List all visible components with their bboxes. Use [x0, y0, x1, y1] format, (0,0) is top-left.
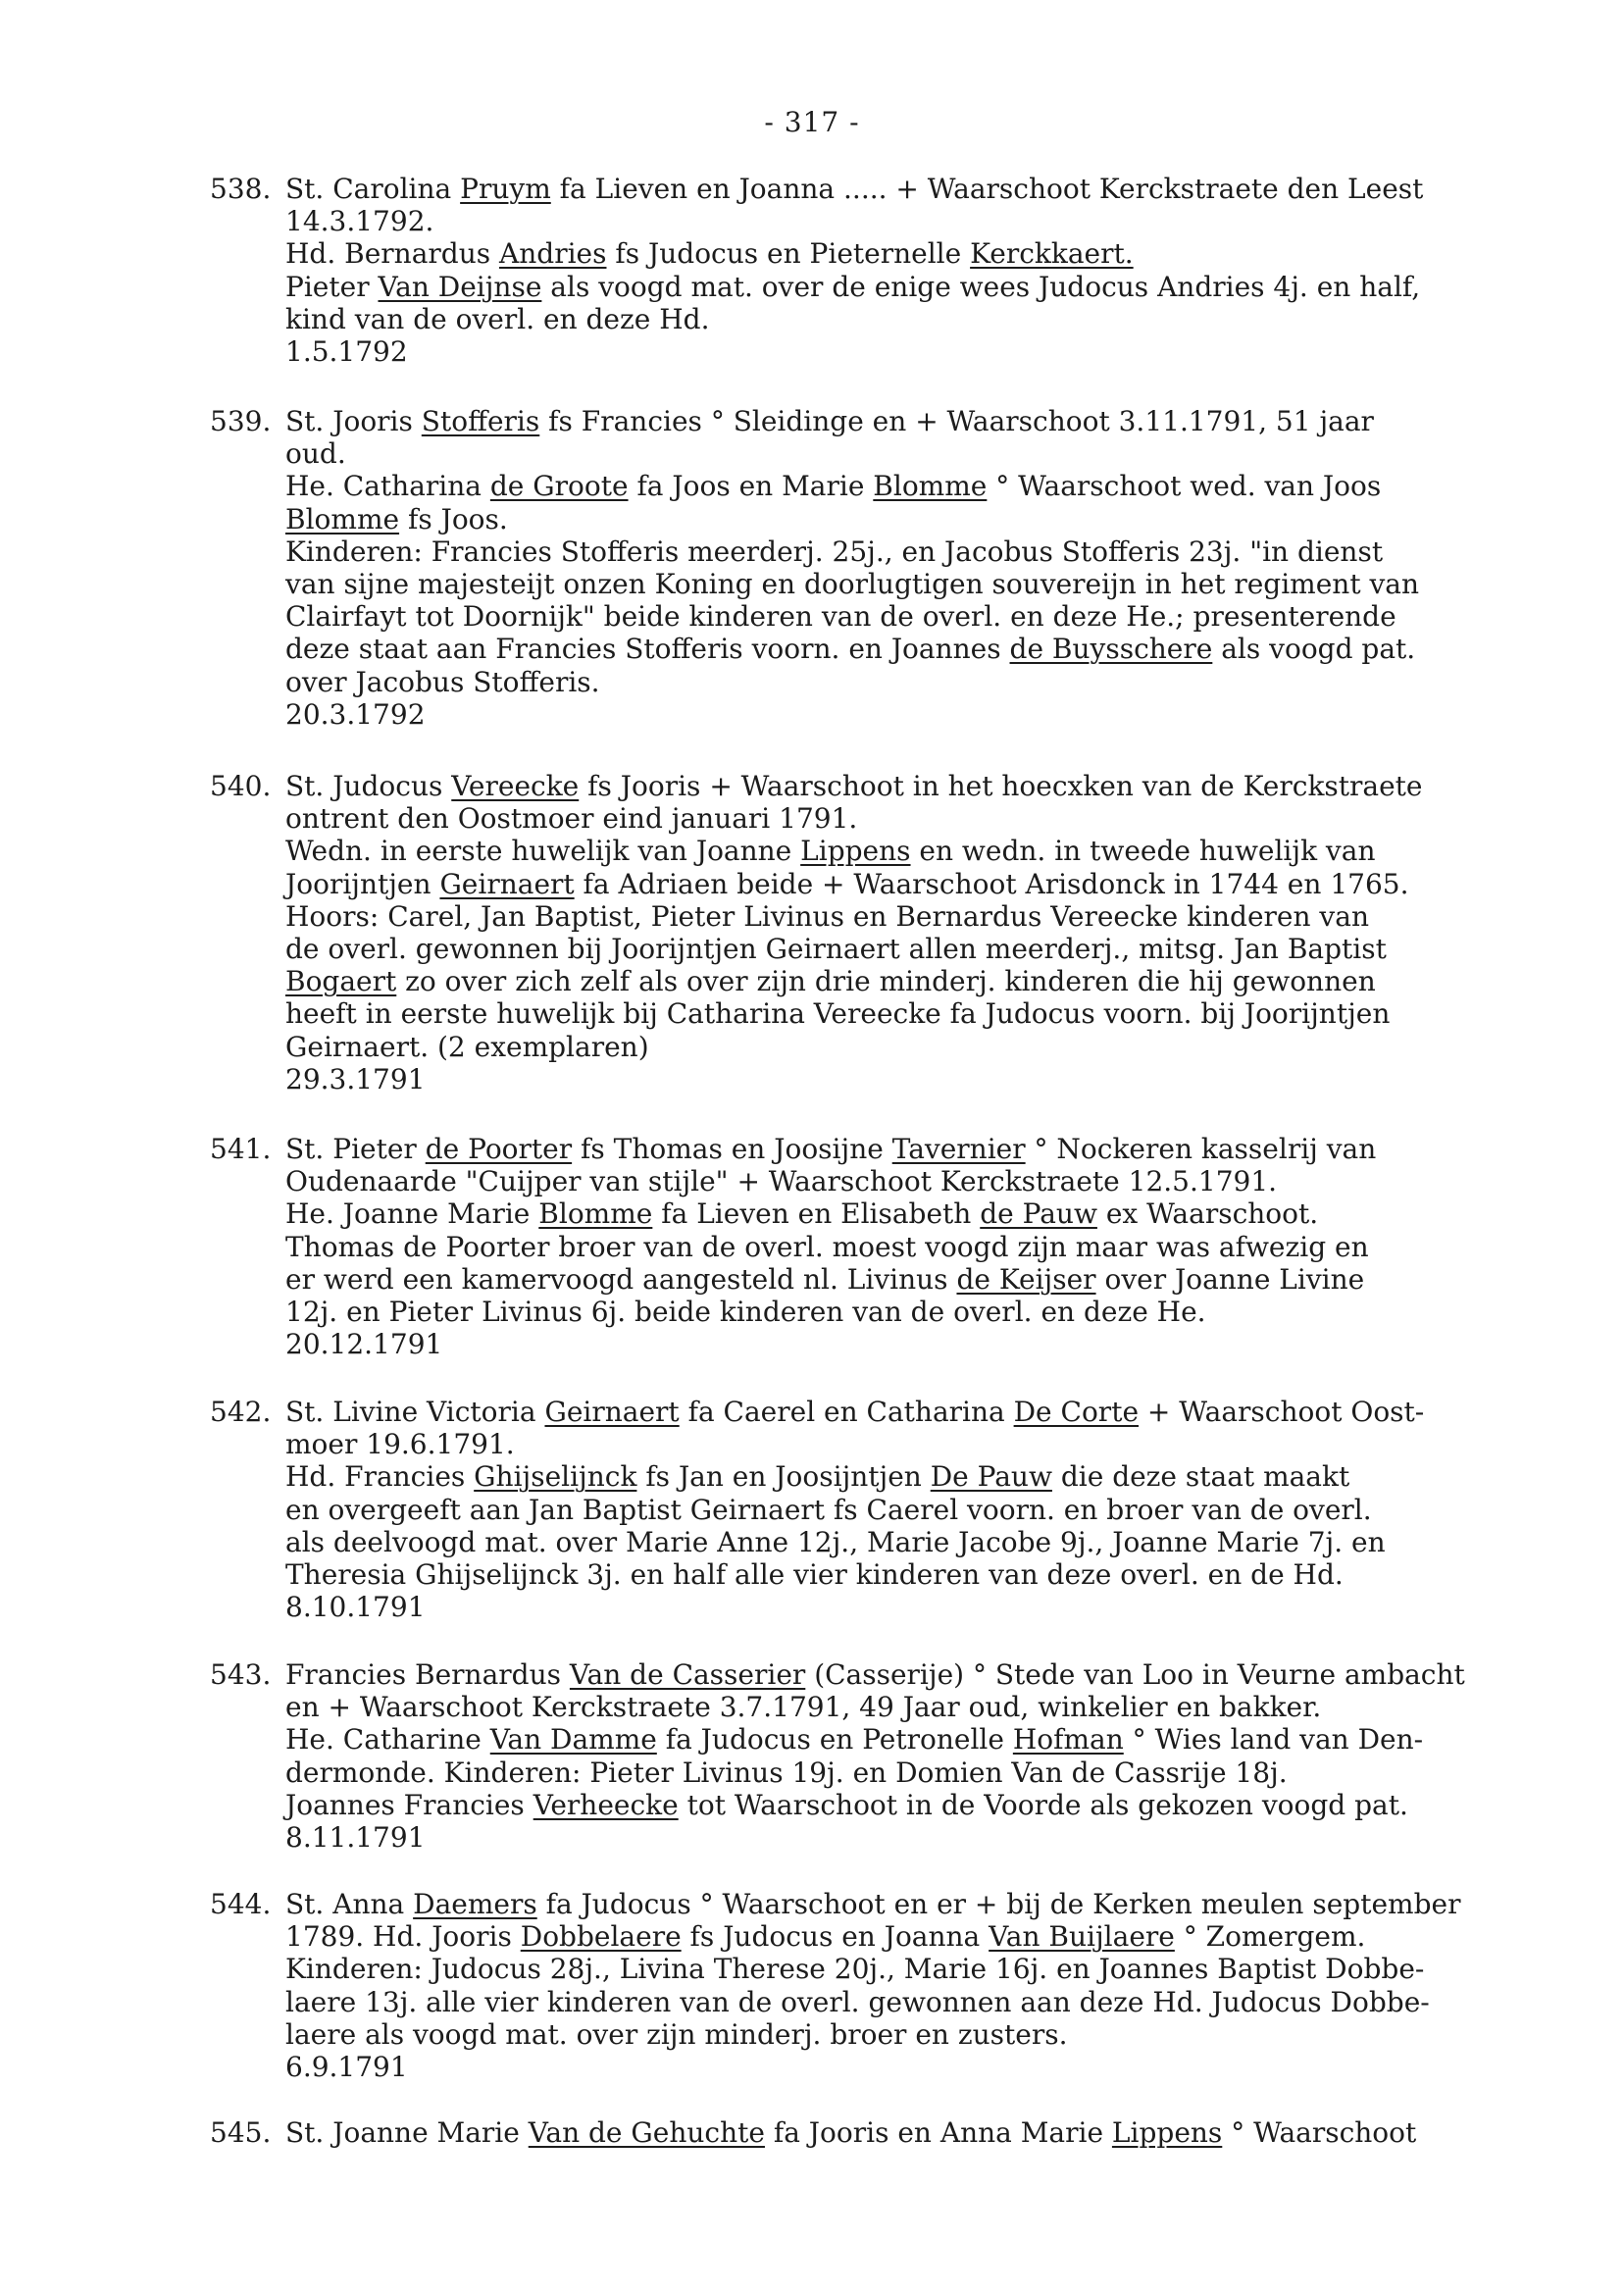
text-segment: ° Wies land van Den- — [1123, 1723, 1424, 1756]
text-segment: 8.10.1791 — [285, 1591, 426, 1624]
text-segment: St. Judocus — [285, 770, 452, 802]
text-segment: kind van de overl. en deze Hd. — [285, 302, 710, 335]
text-segment: heeft in eerste huwelijk bij Catharina Vereecke fa Judocus voorn. bij Joorijntjen — [285, 997, 1391, 1031]
underlined-surname: Van Deijnse — [378, 270, 542, 303]
underlined-surname: de Poorter — [425, 1133, 573, 1165]
underlined-surname: Geirnaert — [439, 867, 575, 900]
entry-line — [210, 997, 1583, 1030]
text-segment: Francies Bernardus — [285, 1658, 570, 1691]
underlined-surname: Kerckkaert. — [970, 237, 1134, 271]
text-segment: fa Adriaen beide + Waarschoot Arisdonck in 1744 en 1765. — [574, 867, 1409, 900]
entry-line — [210, 802, 1583, 835]
text-segment: Oudenaarde "Cuijper van stijle" + Waarschoot Kerckstraete 12.5.1791. — [285, 1165, 1278, 1198]
text-segment: Clairfayt tot Doornijk" beide kinderen van de overl. en deze He.; presenterende — [285, 600, 1396, 634]
text-segment: tot Waarschoot in de Voorde als gekozen voogd pat. — [678, 1788, 1408, 1821]
entry — [210, 1658, 1583, 1854]
entry-line — [210, 868, 1583, 900]
text-segment: fa Caerel en Catharina — [679, 1396, 1014, 1428]
entry — [210, 1133, 1583, 1360]
text-segment: over Jacobus Stofferis. — [285, 665, 600, 698]
text-segment: St. Anna — [285, 1888, 414, 1920]
text-segment: als voogd mat. over de enige wees Judocus Andries 4j. en half, — [541, 270, 1421, 303]
entry-line — [210, 271, 1583, 303]
text-segment: Joorijntjen — [285, 867, 440, 900]
text-segment: fa Judocus ° Waarschoot en er + bij de Kerken meulen september — [536, 1888, 1461, 1920]
text-segment: fa Judocus en Petronelle — [656, 1723, 1013, 1756]
text-segment: Theresia Ghijselijnck 3j. en half alle vier kinderen van deze overl. en de Hd. — [285, 1558, 1344, 1592]
entry-number: 542. — [210, 1396, 272, 1428]
text-segment: 1789. Hd. Jooris — [285, 1920, 521, 1954]
entry-number: 540. — [210, 770, 272, 802]
text-segment: 29.3.1791 — [285, 1062, 426, 1095]
underlined-surname: Verheecke — [533, 1788, 679, 1821]
underlined-surname: Dobbelaere — [520, 1920, 682, 1954]
entry-line — [210, 965, 1583, 997]
underlined-surname: Van Damme — [489, 1723, 657, 1756]
entry-line — [210, 2051, 1583, 2083]
text-segment: die deze staat maakt — [1051, 1460, 1350, 1494]
text-segment: fa Jooris en Anna Marie — [764, 2116, 1112, 2149]
entry — [210, 1396, 1583, 1623]
entry-line — [210, 1789, 1583, 1821]
entry — [210, 770, 1583, 1095]
underlined-surname: Lippens — [1111, 2116, 1223, 2149]
entry-line — [210, 173, 1583, 205]
text-segment: ° Nockeren kasselrij van — [1025, 1133, 1377, 1165]
entry-line — [210, 1328, 1583, 1360]
underlined-surname: Blomme — [873, 470, 988, 503]
entry-line — [210, 1558, 1583, 1591]
text-segment: fs Francies ° Sleidinge en + Waarschoot 3.11.1791, 51 jaar — [539, 405, 1374, 437]
text-segment: er werd een kamervoogd aangesteld nl. Livinus — [285, 1262, 957, 1296]
entry — [210, 405, 1583, 731]
text-segment: 14.3.1792. — [285, 205, 434, 238]
entry-line — [210, 666, 1583, 698]
text-segment: fs Jan en Joosijntjen — [636, 1460, 931, 1494]
entry-line — [210, 1165, 1583, 1197]
underlined-surname: Tavernier — [891, 1133, 1026, 1165]
entry-line — [210, 600, 1583, 633]
text-segment: Kinderen: Francies Stofferis meerderj. 25j., en Jacobus Stofferis 23j. "in dienst — [285, 535, 1384, 568]
entry-number: 544. — [210, 1888, 272, 1920]
entry-line — [210, 1591, 1583, 1623]
text-segment: oud. — [285, 437, 346, 471]
entry-line — [210, 1723, 1583, 1756]
text-segment: 12j. en Pieter Livinus 6j. beide kinderen van de overl. en deze He. — [285, 1296, 1206, 1329]
text-segment: en wedn. in tweede huwelijk van — [910, 835, 1376, 868]
entry-line — [210, 1263, 1583, 1296]
text-segment: fa Joos en Marie — [628, 470, 874, 503]
entry-line — [210, 568, 1583, 600]
text-segment: St. Carolina — [285, 173, 461, 205]
underlined-surname: Van de Gehuchte — [528, 2116, 765, 2149]
entry-line — [210, 1756, 1583, 1789]
entry — [210, 2116, 1583, 2149]
text-segment: 20.12.1791 — [285, 1328, 443, 1361]
underlined-surname: de Pauw — [980, 1197, 1097, 1231]
entry-line — [210, 1494, 1583, 1526]
entry-line — [210, 2116, 1583, 2149]
entry-number: 541. — [210, 1133, 272, 1165]
text-segment: Hd. Francies — [285, 1460, 475, 1494]
underlined-surname: Blomme — [538, 1197, 653, 1231]
text-segment: ° Waarschoot wed. van Joos — [987, 470, 1382, 503]
entry-line — [210, 237, 1583, 270]
entry-line — [210, 205, 1583, 237]
text-segment: He. Catharine — [285, 1723, 490, 1756]
text-segment: ontrent den Oostmoer eind januari 1791. — [285, 802, 858, 836]
text-segment: Kinderen: Judocus 28j., Livina Therese 20j., Marie 16j. en Joannes Baptist Dobbe- — [285, 1953, 1425, 1986]
entry-line — [210, 1231, 1583, 1263]
text-segment: + Waarschoot Oost- — [1139, 1396, 1425, 1428]
text-segment: laere als voogd mat. over zijn minderj. broer en zusters. — [285, 2017, 1068, 2051]
underlined-surname: Van Buijlaere — [989, 1920, 1175, 1954]
text-segment: als deelvoogd mat. over Marie Anne 12j., Marie Jacobe 9j., Joanne Marie 7j. en — [285, 1525, 1386, 1558]
text-segment: ° Zomergem. — [1174, 1920, 1366, 1954]
text-segment: als voogd pat. — [1212, 633, 1416, 666]
text-segment: fa Lieven en Elisabeth — [652, 1197, 981, 1231]
text-segment: zo over zich zelf als over zijn drie minderj. kinderen die hij gewonnen — [396, 965, 1376, 998]
entry — [210, 1888, 1583, 2083]
text-segment: en overgeeft aan Jan Baptist Geirnaert fs Caerel voorn. en broer van de overl. — [285, 1493, 1372, 1526]
underlined-surname: Blomme — [285, 502, 400, 535]
text-segment: laere 13j. alle vier kinderen van de overl. gewonnen aan deze Hd. Judocus Dobbe- — [285, 1985, 1430, 2018]
text-segment: fs Jooris + Waarschoot in het hoecxken van de Kerckstraete — [579, 770, 1423, 802]
text-segment: (Casserije) ° Stede van Loo in Veurne ambacht — [805, 1658, 1465, 1691]
entry-line — [210, 633, 1583, 665]
entry-line — [210, 900, 1583, 933]
entry-line — [210, 1691, 1583, 1723]
text-segment: Wedn. in eerste huwelijk van Joanne — [285, 835, 801, 868]
entry-line — [210, 1396, 1583, 1428]
entry-line — [210, 2018, 1583, 2051]
text-segment: 8.11.1791 — [285, 1821, 426, 1855]
underlined-surname: Stofferis — [421, 405, 540, 437]
text-segment: St. Joanne Marie — [285, 2116, 529, 2149]
underlined-surname: Vereecke — [451, 770, 580, 802]
entry-line — [210, 1986, 1583, 2018]
entry-number: 545. — [210, 2116, 272, 2149]
entry-number: 539. — [210, 405, 272, 437]
text-segment: fa Lieven en Joanna ..... + Waarschoot Kerckstraete den Leest — [550, 173, 1424, 205]
entry-line — [210, 1197, 1583, 1230]
text-segment: Hd. Bernardus — [285, 237, 500, 271]
entry-line — [210, 1460, 1583, 1493]
entry-line — [210, 770, 1583, 802]
underlined-surname: Andries — [499, 237, 607, 271]
underlined-surname: de Buysschere — [1009, 633, 1213, 666]
entry-number: 543. — [210, 1658, 272, 1691]
text-segment: ex Waarschoot. — [1096, 1197, 1319, 1231]
underlined-surname: Lippens — [800, 835, 911, 868]
entry-line — [210, 503, 1583, 535]
underlined-surname: De Pauw — [930, 1460, 1052, 1494]
text-segment: 6.9.1791 — [285, 2051, 408, 2084]
entry-line — [210, 335, 1583, 368]
entry-line — [210, 535, 1583, 568]
text-segment: 1.5.1792 — [285, 335, 408, 369]
text-segment: Hoors: Carel, Jan Baptist, Pieter Livinus en Bernardus Vereecke kinderen van — [285, 899, 1369, 933]
text-segment: Geirnaert. (2 exemplaren) — [285, 1030, 649, 1063]
text-segment: Pieter — [285, 270, 379, 303]
entry-line — [210, 835, 1583, 867]
entry-line — [210, 1063, 1583, 1095]
text-segment: fs Judocus en Joanna — [681, 1920, 990, 1954]
underlined-surname: Van de Casserier — [569, 1658, 806, 1691]
underlined-surname: Pruym — [460, 173, 551, 205]
underlined-surname: Bogaert — [285, 965, 397, 998]
entry-line — [210, 1821, 1583, 1854]
entry — [210, 173, 1583, 368]
text-segment: Joannes Francies — [285, 1788, 533, 1821]
page-number: - 317 - — [764, 106, 860, 138]
entry-line — [210, 1888, 1583, 1920]
text-segment: en + Waarschoot Kerckstraete 3.7.1791, 49 Jaar oud, winkelier en bakker. — [285, 1691, 1322, 1724]
text-segment: fs Thomas en Joosijne — [572, 1133, 892, 1165]
text-segment: Thomas de Poorter broer van de overl. moest voogd zijn maar was afwezig en — [285, 1230, 1369, 1263]
text-segment: over Joanne Livine — [1095, 1262, 1365, 1296]
entry-line — [210, 405, 1583, 437]
entry-line — [210, 1031, 1583, 1063]
text-segment: van sijne majesteijt onzen Koning en doorlugtigen souvereijn in het regiment van — [285, 568, 1420, 601]
underlined-surname: Geirnaert — [544, 1396, 680, 1428]
text-segment: St. Jooris — [285, 405, 422, 437]
entry-line — [210, 1526, 1583, 1558]
underlined-surname: Ghijselijnck — [474, 1460, 637, 1494]
text-segment: moer 19.6.1791. — [285, 1428, 515, 1461]
text-segment: fs Joos. — [399, 502, 508, 535]
underlined-surname: de Groote — [489, 470, 629, 503]
text-segment: He. Catharina — [285, 470, 490, 503]
underlined-surname: De Corte — [1013, 1396, 1140, 1428]
entry-line — [210, 1658, 1583, 1691]
text-segment: St. Livine Victoria — [285, 1396, 545, 1428]
entry-line — [210, 1953, 1583, 1985]
entry-line — [210, 698, 1583, 731]
entry-line — [210, 1920, 1583, 1953]
underlined-surname: de Keijser — [956, 1262, 1096, 1296]
text-segment: deze staat aan Francies Stofferis voorn. en Joannes — [285, 633, 1010, 666]
entry-line — [210, 470, 1583, 502]
entry-line — [210, 933, 1583, 965]
underlined-surname: Hofman — [1012, 1723, 1124, 1756]
text-segment: dermonde. Kinderen: Pieter Livinus 19j. en Domien Van de Cassrije 18j. — [285, 1756, 1288, 1789]
text-segment: 20.3.1792 — [285, 697, 426, 731]
entry-line — [210, 303, 1583, 335]
text-segment: St. Pieter — [285, 1133, 426, 1165]
text-segment: fs Judocus en Pieternelle — [606, 237, 971, 271]
text-segment: ° Waarschoot — [1222, 2116, 1417, 2149]
entry-number: 538. — [210, 173, 272, 205]
entry-line — [210, 437, 1583, 470]
entry-line — [210, 1133, 1583, 1165]
text-segment: He. Joanne Marie — [285, 1197, 539, 1231]
entry-line — [210, 1428, 1583, 1460]
text-segment: de overl. gewonnen bij Joorijntjen Geirnaert allen meerderj., mitsg. Jan Baptist — [285, 933, 1387, 966]
entry-line — [210, 1296, 1583, 1328]
underlined-surname: Daemers — [413, 1888, 537, 1920]
